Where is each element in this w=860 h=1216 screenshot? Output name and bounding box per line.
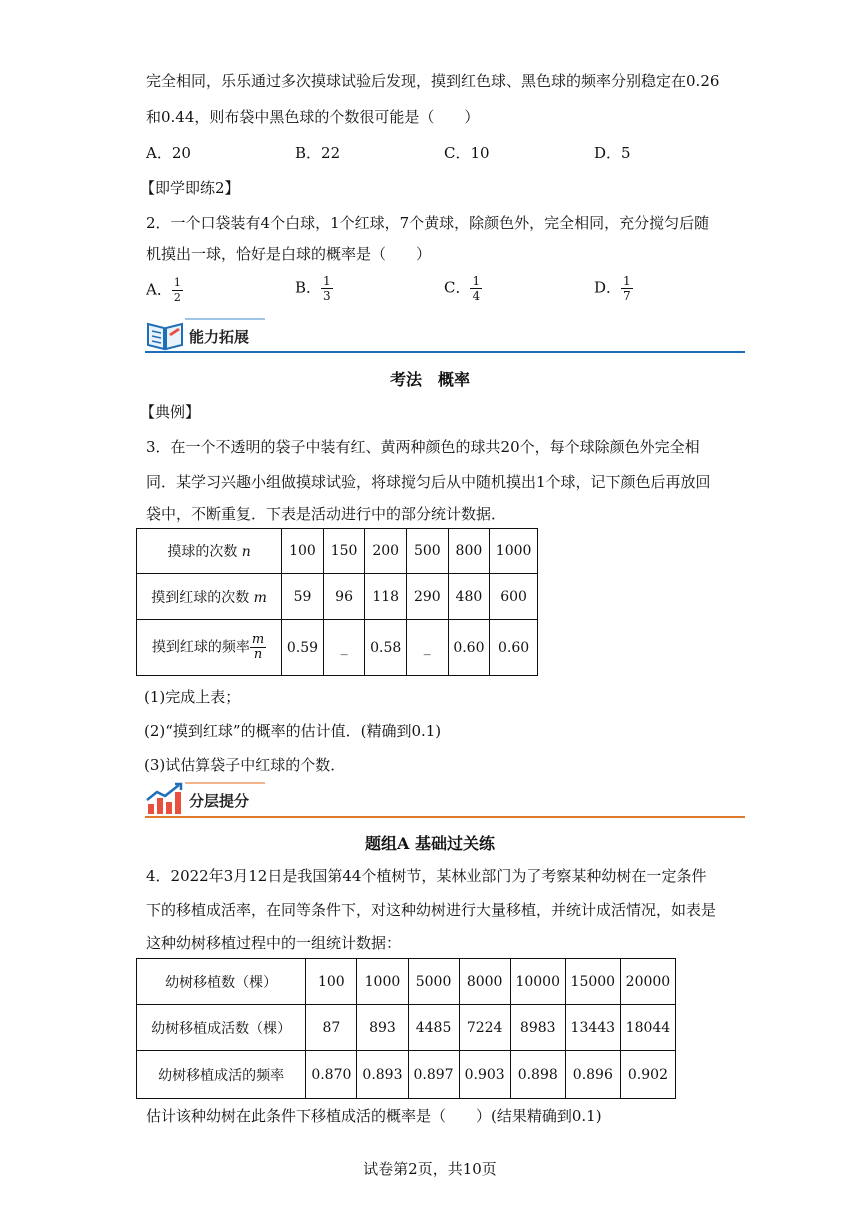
- example-label: 【典例】: [140, 403, 201, 421]
- table-header-cell: 摸到红球的次数 m: [137, 574, 282, 620]
- table-cell: 200: [365, 529, 407, 574]
- bar-chart-rising-icon: [145, 782, 185, 816]
- practice2-label: 【即学即练2】: [140, 179, 240, 197]
- q1-option-d: D．5: [594, 144, 631, 162]
- table-cell: 8983: [510, 1005, 565, 1051]
- table-cell: 0.58: [365, 620, 407, 676]
- table-cell: 10000: [510, 959, 565, 1005]
- example-sub-2: (2)“摸到红球”的概率的估计值．(精确到0.1): [144, 722, 442, 740]
- table-row: [137, 1051, 676, 1099]
- q1-line-1: 完全相同，乐乐通过多次摸球试验后发现，摸到红色球、黑色球的频率分别稳定在0.26: [146, 72, 720, 90]
- table-cell: 0.59: [282, 620, 324, 676]
- q1-option-a: A．20: [146, 144, 191, 162]
- table-cell: 5000: [408, 959, 459, 1005]
- table-cell: 500: [407, 529, 449, 574]
- banner-ability-title: 能力拓展: [189, 328, 250, 346]
- table-cell: 0.870: [306, 1051, 357, 1099]
- practice2-line-2: 机摸出一球，恰好是白球的概率是（ ）: [146, 245, 432, 263]
- table-cell: 1000: [357, 959, 408, 1005]
- table-cell: 118: [365, 574, 407, 620]
- example-sub-1: (1)完成上表；: [144, 688, 241, 706]
- table-row: [137, 620, 538, 676]
- banner-tiered-improvement: [145, 780, 745, 820]
- q4-line-2: 下的移植成活率，在同等条件下，对这种幼树进行大量移植，并统计成活情况，如表是: [146, 901, 717, 919]
- table-cell: 59: [282, 574, 324, 620]
- table-row: [137, 529, 538, 574]
- practice2-option-b: B． $\frac{1}{3}$: [295, 274, 331, 303]
- banner-ability-extension: [145, 316, 745, 356]
- table-cell: 800: [448, 529, 490, 574]
- table-cell: 18044: [620, 1005, 675, 1051]
- table-cell: 7224: [459, 1005, 510, 1051]
- table-header-cell: 幼树移植成活数（棵）: [137, 1005, 306, 1051]
- table-cell: 0.898: [510, 1051, 565, 1099]
- q1-option-b: B．22: [295, 144, 341, 162]
- table-cell: 0.903: [459, 1051, 510, 1099]
- table-cell: 15000: [565, 959, 620, 1005]
- section-title-probability: 考法 概率: [389, 370, 470, 389]
- section-title-group-a: 题组A 基础过关练: [365, 834, 495, 853]
- table-header-cell: 摸到红球的频率 $\frac{m}{n}$: [137, 620, 282, 676]
- table-cell: 0.896: [565, 1051, 620, 1099]
- practice2-option-a: A． $\frac{1}{2}$: [146, 276, 181, 304]
- q4-line-1: 4．2022年3月12日是我国第44个植树节，某林业部门为了考察某种幼树在一定条件: [146, 867, 707, 885]
- example-line-3: 袋中，不断重复．下表是活动进行中的部分统计数据．: [146, 505, 507, 523]
- table-cell: 100: [282, 529, 324, 574]
- practice2-option-c: C． $\frac{1}{4}$: [444, 274, 481, 303]
- table-cell: 0.893: [357, 1051, 408, 1099]
- table-cell: 96: [323, 574, 365, 620]
- q4-tail: 估计该种幼树在此条件下移植成活的概率是（ ）(结果精确到0.1): [146, 1107, 602, 1125]
- table-header-cell: 摸球的次数 n: [137, 529, 282, 574]
- table-cell: 480: [448, 574, 490, 620]
- practice2-line-1: 2．一个口袋装有4个白球，1个红球，7个黄球，除颜色外，完全相同，充分搅匀后随: [146, 214, 710, 232]
- practice2-option-d: D． $\frac{1}{7}$: [594, 274, 631, 303]
- table-cell: 1000: [490, 529, 538, 574]
- table-cell: 150: [323, 529, 365, 574]
- table-header-cell: 幼树移植成活的频率: [137, 1051, 306, 1099]
- q4-line-3: 这种幼树移植过程中的一组统计数据：: [146, 934, 402, 952]
- table-cell: 0.60: [448, 620, 490, 676]
- example-sub-3: (3)试估算袋子中红球的个数．: [144, 756, 346, 774]
- table-cell: 0.897: [408, 1051, 459, 1099]
- table-row: [137, 1005, 676, 1051]
- table-cell: _: [407, 620, 449, 676]
- q4-table: [136, 958, 676, 1099]
- table-cell: 8000: [459, 959, 510, 1005]
- example-table: [136, 528, 538, 676]
- table-cell: 20000: [620, 959, 675, 1005]
- table-cell: 0.60: [490, 620, 538, 676]
- table-cell: _: [323, 620, 365, 676]
- table-header-cell: 幼树移植数（棵）: [137, 959, 306, 1005]
- table-row: [137, 574, 538, 620]
- book-icon: [145, 316, 187, 352]
- table-row: [137, 959, 676, 1005]
- example-line-2: 同．某学习兴趣小组做摸球试验，将球搅匀后从中随机摸出1个球，记下颜色后再放回: [146, 473, 711, 491]
- page-footer: 试卷第2页，共10页: [363, 1160, 497, 1178]
- table-cell: 13443: [565, 1005, 620, 1051]
- banner-tiered-title: 分层提分: [189, 792, 250, 810]
- example-line-1: 3．在一个不透明的袋子中装有红、黄两种颜色的球共20个，每个球除颜色外完全相: [146, 438, 700, 456]
- table-cell: 0.902: [620, 1051, 675, 1099]
- table-cell: 87: [306, 1005, 357, 1051]
- q1-line-2: 和0.44，则布袋中黑色球的个数很可能是（ ）: [146, 108, 480, 126]
- table-cell: 600: [490, 574, 538, 620]
- q1-option-c: C．10: [444, 144, 490, 162]
- table-cell: 100: [306, 959, 357, 1005]
- table-cell: 290: [407, 574, 449, 620]
- table-cell: 893: [357, 1005, 408, 1051]
- table-cell: 4485: [408, 1005, 459, 1051]
